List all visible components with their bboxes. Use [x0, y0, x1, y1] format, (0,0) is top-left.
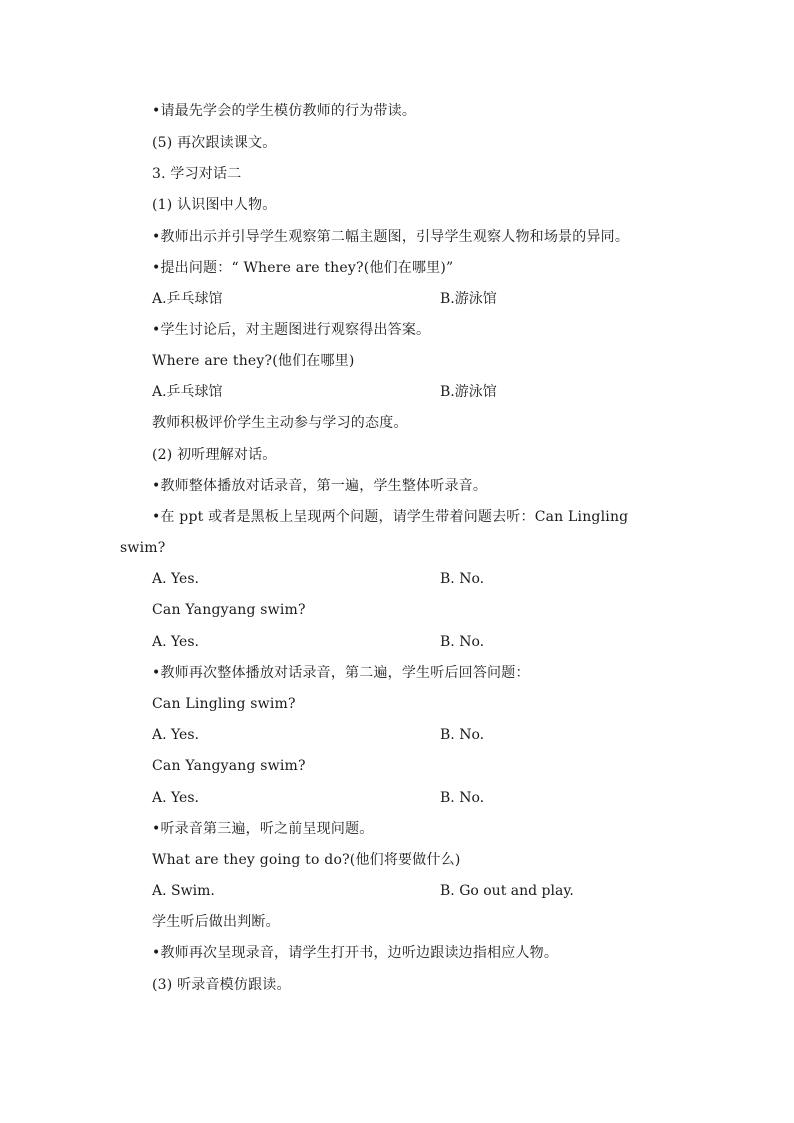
- option-b: B.游泳馆: [440, 291, 497, 307]
- option-a: A.乒乓球馆: [152, 291, 223, 307]
- option-a: A. Yes.: [152, 634, 199, 650]
- option-b: B. No.: [440, 790, 485, 806]
- paragraph: •在 ppt 或者是黑板上呈现两个问题，请学生带着问题去听：Can Lingling: [152, 509, 629, 525]
- option-b: B. No.: [440, 727, 485, 743]
- option-b: B. No.: [440, 571, 485, 587]
- paragraph: 学生听后做出判断。: [152, 914, 280, 930]
- question: Can Lingling swim?: [152, 696, 296, 712]
- question: Can Yangyang swim?: [152, 758, 306, 774]
- step-heading: (3) 听录音模仿跟读。: [152, 977, 291, 993]
- paragraph: •听录音第三遍，听之前呈现问题。: [152, 821, 374, 837]
- question: Can Yangyang swim?: [152, 602, 306, 618]
- option-a: A. Swim.: [152, 883, 215, 899]
- option-a: A. Yes.: [152, 571, 199, 587]
- option-a: A. Yes.: [152, 790, 199, 806]
- paragraph: 教师积极评价学生主动参与学习的态度。: [152, 415, 408, 431]
- step-heading: (2) 初听理解对话。: [152, 447, 277, 463]
- option-a: A.乒乓球馆: [152, 384, 223, 400]
- paragraph: •学生讨论后，对主题图进行观察得出答案。: [152, 322, 431, 338]
- option-a: A. Yes.: [152, 727, 199, 743]
- section-heading: 3. 学习对话二: [152, 166, 242, 182]
- step-heading: (5) 再次跟读课文。: [152, 135, 277, 151]
- step-heading: (1) 认识图中人物。: [152, 197, 277, 213]
- paragraph: •教师再次整体播放对话录音，第二遍，学生听后回答问题：: [152, 665, 530, 681]
- paragraph: •请最先学会的学生模仿教师的行为带读。: [152, 103, 417, 119]
- option-b: B. No.: [440, 634, 485, 650]
- option-b: B.游泳馆: [440, 384, 497, 400]
- question: What are they going to do?(他们将要做什么): [152, 852, 461, 868]
- paragraph: •教师整体播放对话录音，第一遍，学生整体听录音。: [152, 478, 488, 494]
- paragraph-continuation: swim?: [120, 540, 166, 556]
- question: Where are they?(他们在哪里): [152, 353, 355, 369]
- option-b: B. Go out and play.: [440, 883, 574, 899]
- paragraph: •教师出示并引导学生观察第二幅主题图，引导学生观察人物和场景的异同。: [152, 229, 630, 245]
- paragraph: •教师再次呈现录音，请学生打开书，边听边跟读边指相应人物。: [152, 945, 559, 961]
- question: •提出问题：“ Where are they?(他们在哪里)”: [152, 260, 454, 276]
